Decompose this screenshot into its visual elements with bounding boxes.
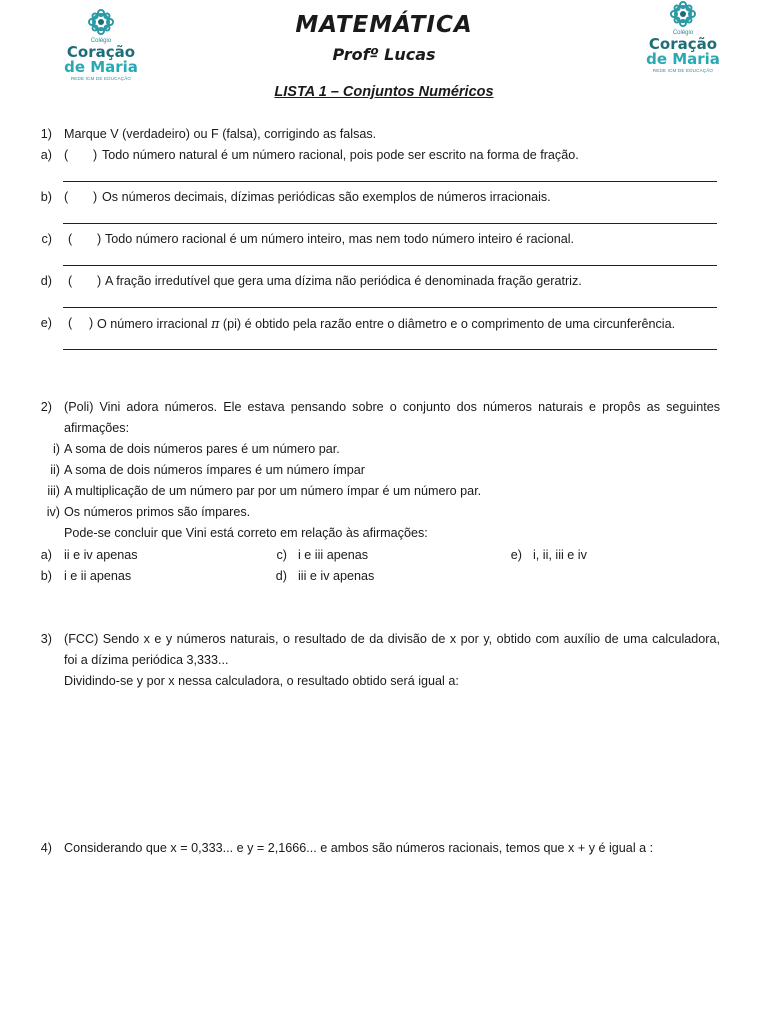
school-name-line2: de Maria [64, 58, 138, 76]
q2-line2: afirmações: [64, 421, 130, 435]
q4-text: Considerando que x = 0,333... e y = 2,1666... e ambos são números racionais, temos que x + y é igual a : [64, 841, 654, 855]
q1c-label: c) [41, 232, 52, 246]
q1a-paren-open: ( [64, 148, 69, 162]
q2-option-a[interactable]: ii e iv apenas [64, 548, 138, 562]
school-name-line2: de Maria [646, 50, 720, 68]
q1b-text: Os números decimais, dízimas periódicas são exemplos de números irracionais. [102, 190, 551, 204]
q1a-answer-line[interactable] [63, 181, 717, 182]
q1c-answer-line[interactable] [63, 265, 717, 266]
school-small-label: Colégio [90, 38, 112, 44]
school-small-label: Colégio [672, 30, 694, 36]
q2-number: 2) [40, 400, 52, 414]
q1a-label: a) [40, 148, 52, 162]
q2-statement-i: A soma de dois números pares é um número par. [64, 442, 340, 456]
q2-statement-iii-label: iii) [47, 484, 60, 498]
school-tagline: REDE ICM DE EDUCAÇÃO [70, 76, 132, 81]
q3-line2: foi a dízima periódica 3,333... [64, 653, 229, 667]
q1c-text: Todo número racional é um número inteiro, mas nem todo número inteiro é racional. [105, 232, 575, 246]
q1c-paren-open: ( [68, 232, 73, 246]
q2-option-b[interactable]: i e ii apenas [64, 569, 132, 583]
q2-option-e-label: e) [510, 548, 522, 562]
q1e-label: e) [40, 316, 52, 330]
q1e-text-start: O número irracional [97, 317, 212, 331]
q2-option-e[interactable]: i, ii, iii e iv [533, 548, 587, 562]
q2-statement-iv: Os números primos são ímpares. [64, 505, 251, 519]
q2-option-b-label: b) [40, 569, 52, 583]
q1e-answer-line[interactable] [63, 349, 717, 350]
q2-option-d-label: d) [275, 569, 287, 583]
q2-option-d[interactable]: iii e iv apenas [298, 569, 375, 583]
q2-statement-i-label: i) [53, 442, 60, 456]
teacher-name: Profº Lucas [332, 45, 436, 64]
pi-symbol: π [211, 316, 220, 331]
q2-statement-iii: A multiplicação de um número par por um número ímpar é um número par. [64, 484, 482, 498]
q2-conclusion: Pode-se concluir que Vini está correto em relação às afirmações: [64, 526, 428, 540]
q1a-paren-close: ) [93, 148, 98, 162]
q3-line1: (FCC) Sendo x e y números naturais, o resultado de da divisão de x por y, obtido com auxílio de uma calculadora, [64, 632, 720, 646]
school-name-line1: Coração [648, 35, 718, 53]
q2-option-c[interactable]: i e iii apenas [298, 548, 369, 562]
q1b-label: b) [40, 190, 52, 204]
q1b-paren-open: ( [64, 190, 69, 204]
q1d-text: A fração irredutível que gera uma dízima não periódica é denominada fração geratriz. [105, 274, 582, 288]
q4-number: 4) [40, 841, 52, 855]
q1e-paren-open: ( [68, 316, 73, 330]
q2-option-a-label: a) [40, 548, 52, 562]
q1c-paren-close: ) [97, 232, 102, 246]
q3-line3: Dividindo-se y por x nessa calculadora, o resultado obtido será igual a: [64, 674, 459, 688]
q1d-paren-open: ( [68, 274, 73, 288]
q1e-text-end: (pi) é obtido pela razão entre o diâmetro e o comprimento de uma circunferência. [219, 317, 676, 331]
q1-number: 1) [40, 127, 52, 141]
school-tagline: REDE ICM DE EDUCAÇÃO [652, 68, 714, 73]
q2-line1: (Poli) Vini adora números. Ele estava pensando sobre o conjunto dos números naturais e propôs as seguintes [64, 400, 720, 414]
q1-instruction: Marque V (verdadeiro) ou F (falsa), corrigindo as falsas. [64, 127, 377, 141]
q2-statement-ii: A soma de dois números ímpares é um número ímpar [64, 463, 365, 477]
q1d-label: d) [40, 274, 52, 288]
list-title: LISTA 1 – Conjuntos Numéricos [274, 84, 494, 100]
q1d-answer-line[interactable] [63, 307, 717, 308]
q2-option-c-label: c) [276, 548, 287, 562]
q1b-paren-close: ) [93, 190, 98, 204]
q1e-paren-close: ) [89, 316, 94, 330]
q2-statement-iv-label: iv) [46, 505, 60, 519]
q1b-answer-line[interactable] [63, 223, 717, 224]
q2-statement-ii-label: ii) [50, 463, 60, 477]
q1e-text [97, 316, 675, 331]
q1a-text: Todo número natural é um número racional, pois pode ser escrito na forma de fração. [102, 148, 579, 162]
q3-number: 3) [40, 632, 52, 646]
school-name-line1: Coração [66, 43, 136, 61]
q1d-paren-close: ) [97, 274, 102, 288]
subject-title: MATEMÁTICA [295, 12, 473, 38]
